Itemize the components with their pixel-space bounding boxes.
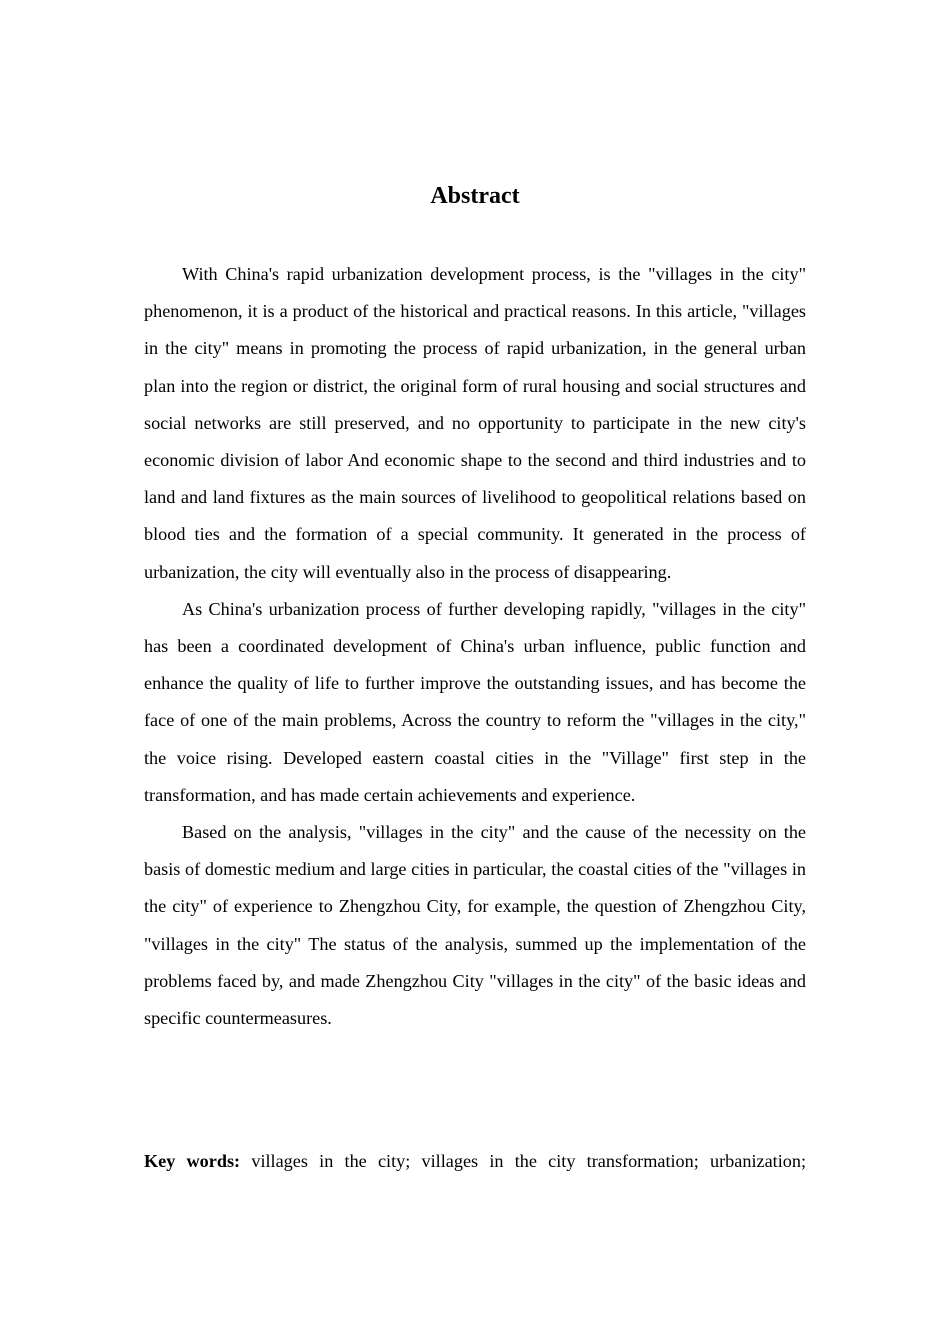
abstract-paragraph-3: Based on the analysis, "villages in the city" and the cause of the necessity on the basis of domestic medium and large cities in particular, the coastal cities of the "villages in the city" of experience to Zhengzhou City, for example, the question of Zhengzhou City, "villages in the city" The status of the analysis, summed up the implementation of the problems faced by, and made Zhengzhou City "villages in the city" of the basic ideas and specific countermeasures.: [144, 822, 806, 1029]
keywords-line: [144, 1143, 806, 1180]
abstract-paragraph-1: With China's rapid urbanization development process, is the "villages in the city" phenomenon, it is a product of the historical and practical reasons. In this article, "villages in the city" means in promoting the process of rapid urbanization, in the general urban plan into the region or district, the original form of rural housing and social structures and social networks are still preserved, and no opportunity to participate in the new city's economic division of labor And economic shape to the second and third industries and to land and land fixtures as the main sources of livelihood to geopolitical relations based on blood ties and the formation of a special community. It generated in the process of urbanization, the city will eventually also in the process of disappearing.: [144, 264, 806, 582]
keywords-text: villages in the city; villages in the city transformation; urbanization;: [251, 1151, 806, 1171]
abstract-body: [144, 256, 806, 1037]
abstract-title: Abstract: [430, 183, 520, 209]
abstract-paragraph-2: As China's urbanization process of further developing rapidly, "villages in the city" has been a coordinated development of China's urban influence, public function and enhance the quality of life to further improve the outstanding issues, and has become the face of one of the main problems, Across the country to reform the "villages in the city," the voice rising. Developed eastern coastal cities in the "Village" first step in the transformation, and has made certain achievements and experience.: [144, 598, 806, 805]
keywords-label: Key words:: [144, 1151, 241, 1171]
